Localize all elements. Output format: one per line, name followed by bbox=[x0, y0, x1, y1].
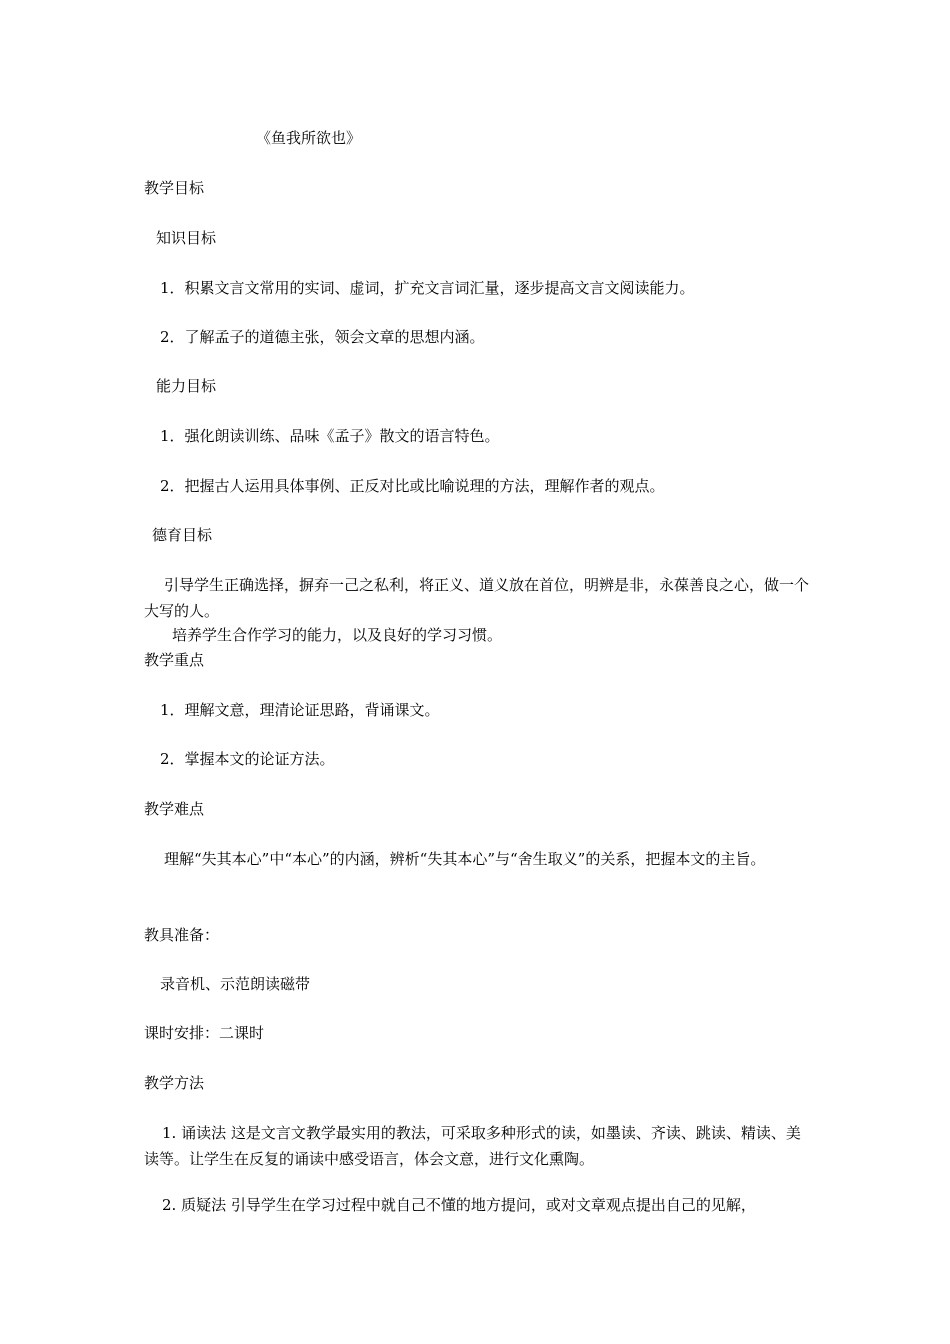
heading-key-points: 教学重点 bbox=[144, 651, 205, 669]
heading-objectives: 教学目标 bbox=[144, 179, 205, 197]
subheading-moral: 德育目标 bbox=[152, 526, 213, 544]
key-point-1: 1．理解文意，理清论证思路，背诵课文。 bbox=[160, 701, 440, 719]
key-point-2: 2．掌握本文的论证方法。 bbox=[160, 750, 335, 768]
moral-paragraph-1: 引导学生正确选择，摒弃一己之私利，将正义、道义放在首位，明辨是非，永葆善良之心，做一个大写的人。 bbox=[144, 576, 810, 620]
method-item-1: 1. 诵读法 这是文言文教学最实用的教法，可采取多种形式的读，如墨读、齐读、跳读、精读、美读等。让学生在反复的诵读中感受语言，体会文意，进行文化熏陶。 bbox=[144, 1124, 801, 1168]
ability-item-1: 1．强化朗读训练、品味《孟子》散文的语言特色。 bbox=[160, 427, 500, 445]
knowledge-item-1: 1．积累文言文常用的实词、虚词，扩充文言词汇量，逐步提高文言文阅读能力。 bbox=[160, 279, 695, 297]
heading-methods: 教学方法 bbox=[144, 1074, 205, 1092]
tools-item: 录音机、示范朗读磁带 bbox=[160, 975, 311, 993]
schedule-line: 课时安排：二课时 bbox=[144, 1024, 265, 1042]
heading-difficulty: 教学难点 bbox=[144, 800, 205, 818]
subheading-knowledge: 知识目标 bbox=[156, 229, 217, 247]
method-item-2: 2. 质疑法 引导学生在学习过程中就自己不懂的地方提问，或对文章观点提出自己的见解， bbox=[162, 1196, 756, 1214]
difficulty-paragraph: 理解“失其本心”中“本心”的内涵，辨析“失其本心”与“舍生取义”的关系，把握本文的主旨。 bbox=[164, 850, 766, 868]
moral-paragraph-2: 培养学生合作学习的能力，以及良好的学习习惯。 bbox=[172, 626, 503, 644]
heading-tools: 教具准备： bbox=[144, 926, 220, 944]
ability-item-2: 2．把握古人运用具体事例、正反对比或比喻说理的方法，理解作者的观点。 bbox=[160, 477, 665, 495]
document-title: 《鱼我所欲也》 bbox=[256, 129, 362, 147]
subheading-ability: 能力目标 bbox=[156, 377, 217, 395]
knowledge-item-2: 2．了解孟子的道德主张，领会文章的思想内涵。 bbox=[160, 328, 485, 346]
